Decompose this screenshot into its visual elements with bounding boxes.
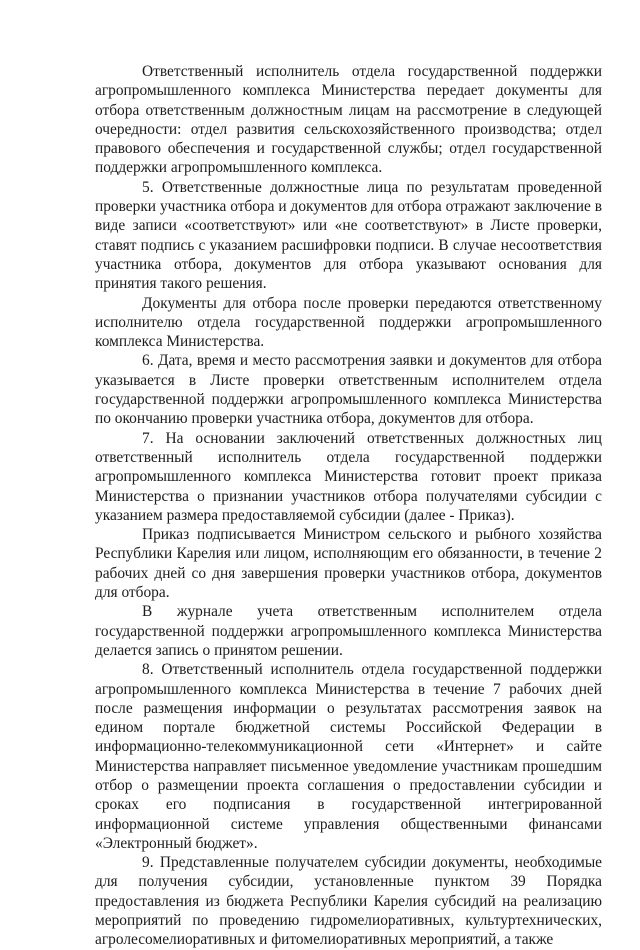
paragraph: 8. Ответственный исполнитель отдела государственной поддержки агропромышленного комплекса Министерства в течение 7 рабочих дней после размещения информации о результатах рассмотрения заявок на едином портале бюджетной системы Российской Федерации в информационно-телекоммуникационной сети «Интернет» и сайте Министерства направляет письменное уведомление участникам прошедшим отбор о размещении проекта соглашения о предоставлении субсидии и сроках его подписания в государственной интегрированной информационной системе управления общественными финансами «Электронный бюджет». (95, 661, 602, 852)
paragraph: В журнале учета ответственным исполнителем отдела государственной поддержки агропромышленного комплекса Министерства делается запись о принятом решении. (95, 603, 602, 659)
document-page (95, 62, 602, 950)
paragraph: 7. На основании заключений ответственных должностных лиц ответственный исполнитель отдела государственной поддержки агропромышленного комплекса Министерства готовит проект приказа Министерства о признании участников отбора получателями субсидии с указанием размера предоставляемой субсидии (далее - Приказ). (95, 429, 602, 524)
paragraph: Приказ подписывается Министром сельского и рыбного хозяйства Республики Карелия или лицом, исполняющим его обязанности, в течение 2 рабочих дней со дня завершения проверки участников отбора, документов для отбора. (95, 526, 602, 602)
paragraph: 9. Представленные получателем субсидии документы, необходимые для получения субсидии, установленные пунктом 39 Порядка предоставления из бюджета Республики Карелия субсидий на реализацию мероприятий по проведению гидромелиоративных, культуртехнических, агролесомелиоративных и фитомелиоративных мероприятий, а также (95, 854, 602, 949)
paragraph: Документы для отбора после проверки передаются ответственному исполнителю отдела государственной поддержки агропромышленного комплекса Министерства. (95, 294, 602, 351)
paragraph: Ответственный исполнитель отдела государственной поддержки агропромышленного комплекса Министерства передает документы для отбора ответственным должностным лицам на рассмотрение в следующей очередности: отдел развития сельскохозяйственного производства; отдел правового обеспечения и государственной службы; отдел государственной поддержки агропромышленного комплекса. (95, 63, 602, 177)
paragraph: 5. Ответственные должностные лица по результатам проведенной проверки участника отбора и документов для отбора отражают заключение в виде записи «соответствуют» или «не соответствуют» в Листе проверки, ставят подпись с указанием расшифровки подписи. В случае несоответствия участника отбора, документов для отбора указывают основания для принятия такого решения. (95, 178, 602, 293)
paragraph: 6. Дата, время и место рассмотрения заявки и документов для отбора указывается в Листе проверки ответственным исполнителем отдела государственной поддержки агропромышленного комплекса Министерства по окончанию проверки участника отбора, документов для отбора. (95, 352, 602, 428)
